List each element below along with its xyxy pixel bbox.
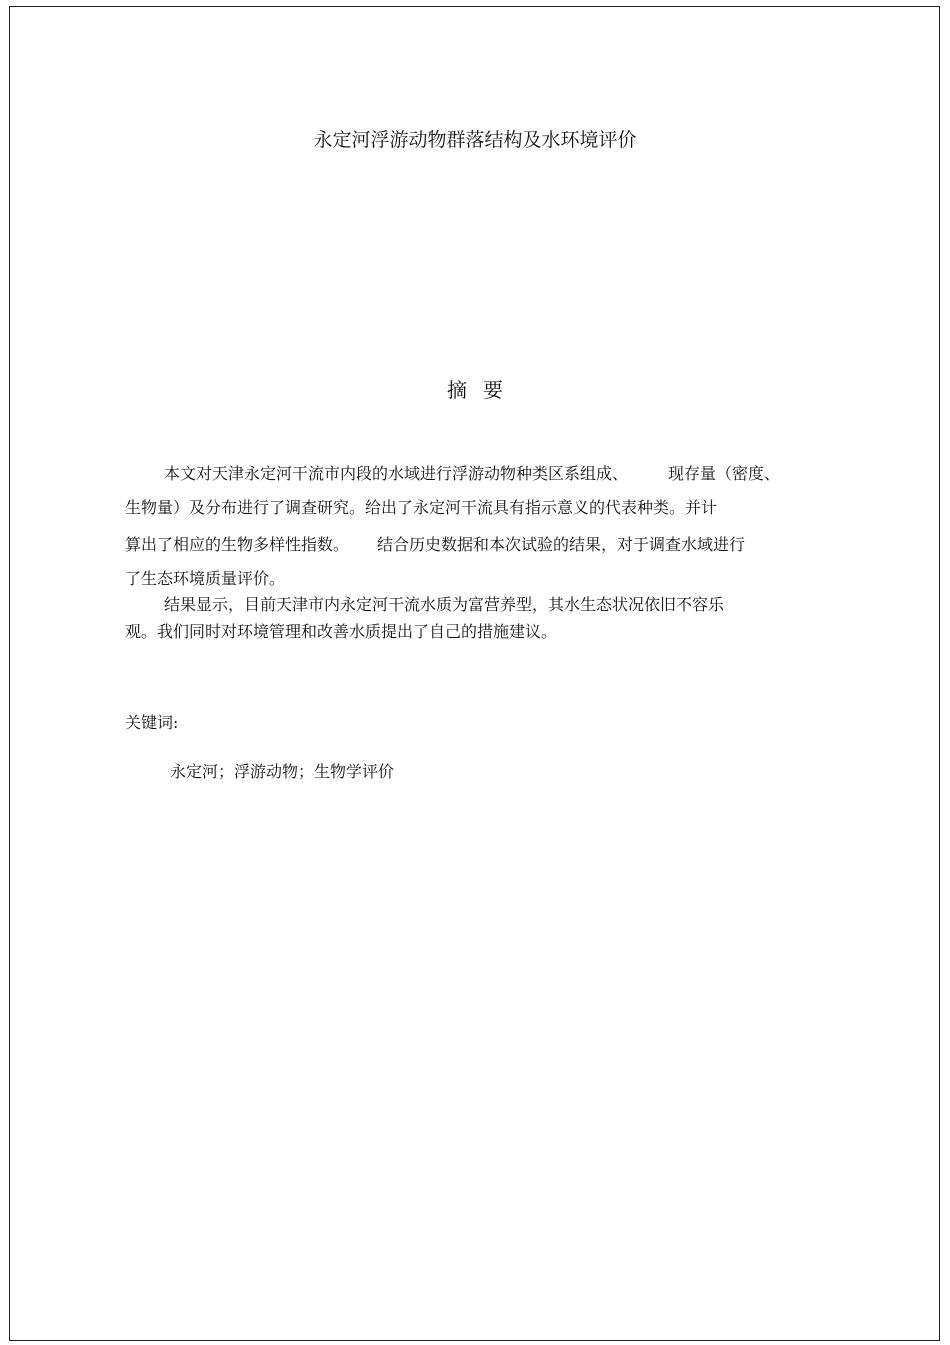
abstract-paragraph-1-line-2: 生物量）及分布进行了调查研究。给出了永定河干流具有指示意义的代表种类。并计 <box>125 498 718 517</box>
abstract-paragraph-2-line-1: 结果显示，目前天津市内永定河干流水质为富营养型，其水生态状况依旧不容乐 <box>164 595 725 614</box>
abstract-text-segment: 算出了相应的生物多样性指数。 <box>125 535 350 554</box>
abstract-paragraph-1-line-3 <box>125 534 745 556</box>
abstract-paragraph-1-line-4: 了生态环境质量评价。 <box>125 569 286 588</box>
page-border <box>9 6 940 1341</box>
abstract-heading: 摘要 <box>447 378 519 402</box>
keywords-label: 关键词: <box>125 713 179 732</box>
document-title: 永定河浮游动物群落结构及水环境评价 <box>313 129 637 151</box>
keywords-list: 永定河；浮游动物；生物学评价 <box>170 762 395 781</box>
abstract-paragraph-1-line-1 <box>164 463 780 485</box>
abstract-paragraph-2-line-2: 观。我们同时对环境管理和改善水质提出了自己的措施建议。 <box>125 622 558 641</box>
abstract-text-segment: 本文对天津永定河干流市内段的水域进行浮游动物种类区系组成、 <box>164 464 629 483</box>
abstract-text-segment: 现存量（密度、 <box>668 464 781 483</box>
abstract-text-segment: 结合历史数据和本次试验的结果，对于调查水域进行 <box>377 535 746 554</box>
